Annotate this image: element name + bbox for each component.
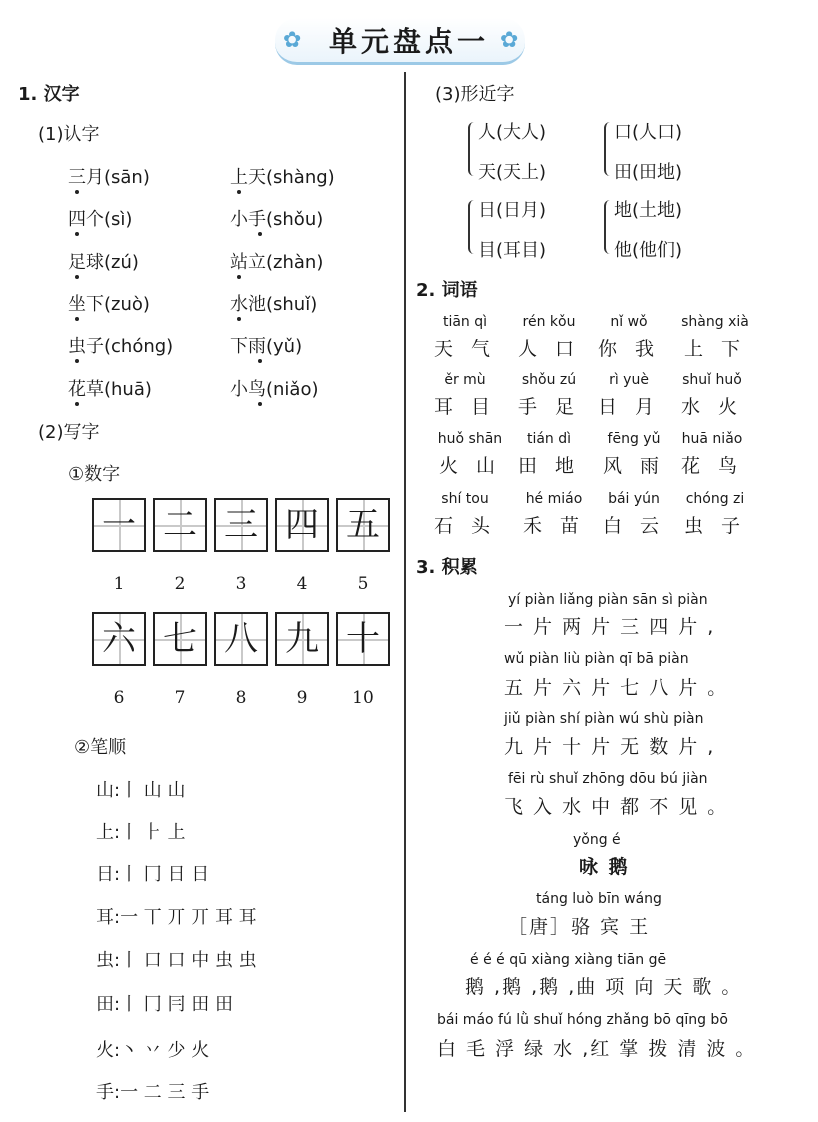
- word-pinyin: tián dì: [526, 431, 572, 447]
- word-pinyin: fēng yǔ: [607, 431, 661, 447]
- word-hanzi: 禾 苗: [522, 515, 586, 537]
- recognize-item: 四个(sì): [68, 209, 133, 230]
- recognize-item: 三月(sān): [68, 167, 150, 188]
- number-label: 8: [235, 688, 247, 708]
- recognize-item: 水池(shuǐ): [230, 294, 318, 315]
- recognize-item: 坐下(zuò): [68, 294, 150, 315]
- word-hanzi: 耳 目: [433, 396, 497, 418]
- similar-char-item: 日(日月): [478, 200, 547, 221]
- word-pinyin: bái yún: [608, 491, 660, 507]
- poem-line: 白 毛 浮 绿 水 ,红 掌 拨 清 波 。: [437, 1038, 757, 1060]
- recognize-item: 虫子(chóng): [68, 336, 174, 357]
- word-pinyin: chóng zi: [685, 491, 745, 507]
- writing-box: 一: [92, 498, 146, 552]
- word-hanzi: 日 月: [597, 396, 661, 418]
- emphasis-dot: [75, 402, 79, 406]
- emphasis-dot: [75, 232, 79, 236]
- emphasis-dot: [75, 190, 79, 194]
- similar-char-item: 天(天上): [478, 162, 547, 183]
- section-words-heading: 2. 词语: [416, 280, 478, 301]
- poem-line-pinyin: bái máo fú lǜ shuǐ hóng zhǎng bō qīng bō: [437, 1012, 728, 1028]
- similar-char-item: 田(田地): [614, 162, 683, 183]
- word-hanzi: 田 地: [517, 455, 581, 477]
- emphasis-dot: [258, 232, 262, 236]
- stroke-order-item: 上:丨 ⺊ 上: [96, 822, 186, 843]
- flower-right-icon: ✿: [500, 28, 519, 53]
- verse-line: 一 片 两 片 三 四 片 ,: [504, 616, 716, 638]
- word-hanzi: 花 鸟: [680, 455, 744, 477]
- word-hanzi: 天 气: [433, 338, 497, 360]
- word-pinyin: shuǐ huǒ: [682, 372, 742, 388]
- number-label: 6: [113, 688, 125, 708]
- emphasis-dot: [258, 359, 262, 363]
- word-pinyin: shí tou: [441, 491, 489, 507]
- writing-box: 五: [336, 498, 390, 552]
- stroke-order-item: 火:丶 丷 少 火: [96, 1040, 210, 1061]
- recognize-item: 花草(huā): [68, 379, 152, 400]
- word-pinyin: nǐ wǒ: [610, 314, 648, 330]
- similar-char-item: 口(人口): [614, 122, 683, 143]
- writing-box: 六: [92, 612, 146, 666]
- number-label: 1: [113, 574, 125, 594]
- number-label: 5: [357, 574, 369, 594]
- number-label: 3: [235, 574, 247, 594]
- word-pinyin: tiān qì: [442, 314, 488, 330]
- stroke-order-item: 日:丨 冂 日 日: [96, 864, 210, 885]
- recognize-heading: (1)认字: [38, 124, 100, 145]
- word-pinyin: shǒu zú: [521, 372, 577, 388]
- word-pinyin: huǒ shān: [437, 431, 503, 447]
- recognize-item: 小手(shǒu): [230, 209, 324, 230]
- word-hanzi: 手 足: [517, 396, 581, 418]
- word-hanzi: 石 头: [433, 515, 497, 537]
- stroke-order-item: 手:一 二 三 手: [96, 1082, 210, 1103]
- verse-line: 飞 入 水 中 都 不 见 。: [504, 796, 729, 818]
- verse-line: 九 片 十 片 无 数 片 ,: [504, 736, 716, 758]
- poem-title: 咏 鹅: [579, 856, 630, 878]
- similar-char-item: 人(大人): [478, 122, 547, 143]
- similar-char-item: 地(土地): [614, 200, 683, 221]
- word-pinyin: rì yuè: [609, 372, 649, 388]
- word-hanzi: 你 我: [597, 338, 661, 360]
- page-title: 单元盘点一: [328, 25, 489, 58]
- brace-icon: [468, 122, 478, 176]
- word-pinyin: rén kǒu: [522, 314, 576, 330]
- emphasis-dot: [75, 359, 79, 363]
- emphasis-dot: [237, 190, 241, 194]
- verse-pinyin: fēi rù shuǐ zhōng dōu bú jiàn: [508, 771, 708, 787]
- word-hanzi: 虫 子: [683, 515, 747, 537]
- word-hanzi: 白 云: [602, 515, 666, 537]
- similar-char-item: 他(他们): [614, 240, 683, 261]
- recognize-item: 足球(zú): [68, 252, 139, 273]
- recognize-item: 上天(shàng): [230, 167, 335, 188]
- poem-title-pinyin: yǒng é: [573, 832, 621, 848]
- emphasis-dot: [237, 275, 241, 279]
- stroke-order-item: 耳:一 丅 丌 丌 耳 耳: [96, 907, 257, 928]
- stroke-order-item: 山:丨 山 山: [96, 780, 186, 801]
- word-hanzi: 火 山: [438, 455, 502, 477]
- section-hanzi-heading: 1. 汉字: [18, 84, 80, 105]
- column-divider: [404, 72, 406, 1112]
- number-label: 7: [174, 688, 186, 708]
- number-label: 2: [174, 574, 186, 594]
- writing-box: 十: [336, 612, 390, 666]
- word-hanzi: 人 口: [517, 338, 581, 360]
- word-pinyin: ěr mù: [444, 372, 486, 388]
- recognize-item: 小鸟(niǎo): [230, 379, 319, 400]
- number-label: 10: [352, 688, 374, 708]
- poem-line-pinyin: é é é qū xiàng xiàng tiān gē: [470, 952, 667, 968]
- writing-box: 二: [153, 498, 207, 552]
- strokes-heading: ②笔顺: [74, 737, 127, 758]
- brace-icon: [468, 200, 478, 254]
- verse-line: 五 片 六 片 七 八 片 。: [504, 677, 729, 699]
- emphasis-dot: [237, 317, 241, 321]
- brace-icon: [604, 122, 614, 176]
- number-label: 4: [296, 574, 308, 594]
- stroke-order-item: 虫:丨 口 口 中 虫 虫: [96, 950, 257, 971]
- writing-box: 九: [275, 612, 329, 666]
- recognize-item: 站立(zhàn): [230, 252, 324, 273]
- writing-box: 七: [153, 612, 207, 666]
- word-pinyin: shàng xià: [681, 314, 749, 330]
- similar-chars-heading: (3)形近字: [435, 84, 515, 105]
- poem-author: ［唐］骆 宾 王: [508, 916, 651, 938]
- brace-icon: [604, 200, 614, 254]
- word-pinyin: hé miáo: [525, 491, 583, 507]
- stroke-order-item: 田:丨 冂 冃 田 田: [96, 994, 233, 1015]
- writing-box: 三: [214, 498, 268, 552]
- verse-pinyin: jiǔ piàn shí piàn wú shù piàn: [504, 711, 704, 727]
- emphasis-dot: [75, 317, 79, 321]
- number-label: 9: [296, 688, 308, 708]
- title-area: [0, 0, 818, 70]
- verse-pinyin: wǔ piàn liù piàn qī bā piàn: [504, 651, 689, 667]
- writing-box: 八: [214, 612, 268, 666]
- emphasis-dot: [75, 275, 79, 279]
- word-hanzi: 风 雨: [602, 455, 666, 477]
- recognize-item: 下雨(yǔ): [230, 336, 303, 357]
- writing-box: 四: [275, 498, 329, 552]
- poem-line: 鹅 ,鹅 ,鹅 ,曲 项 向 天 歌 。: [465, 976, 743, 998]
- similar-char-item: 目(耳目): [478, 240, 547, 261]
- verse-pinyin: yí piàn liǎng piàn sān sì piàn: [508, 592, 708, 608]
- word-hanzi: 上 下: [683, 338, 747, 360]
- emphasis-dot: [258, 402, 262, 406]
- section-accumulate-heading: 3. 积累: [416, 557, 478, 578]
- poem-author-pinyin: táng luò bīn wáng: [536, 891, 662, 907]
- flower-left-icon: ✿: [283, 28, 302, 53]
- write-heading: (2)写字: [38, 422, 100, 443]
- word-pinyin: huā niǎo: [681, 431, 743, 447]
- word-hanzi: 水 火: [680, 396, 744, 418]
- numbers-heading: ①数字: [68, 464, 121, 485]
